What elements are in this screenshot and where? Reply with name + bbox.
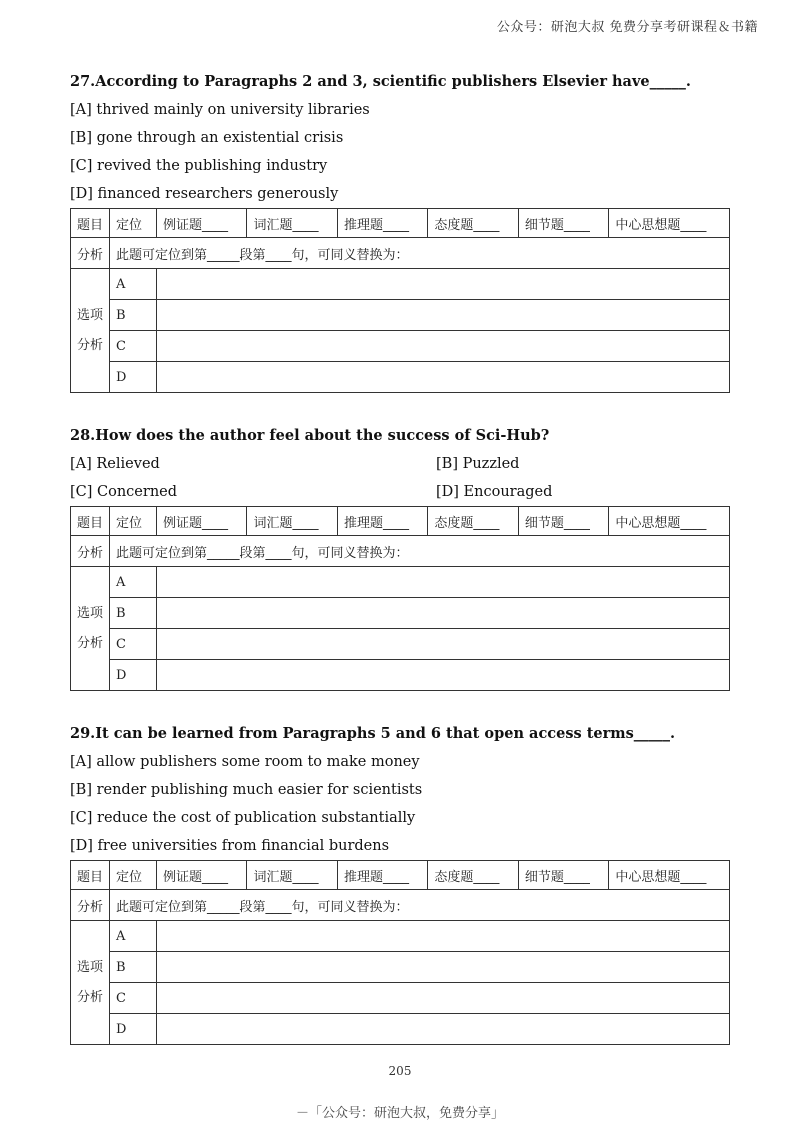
option-analysis-d[interactable] (157, 362, 730, 393)
type-inference: 推理题____ (337, 507, 427, 536)
options-label-line2: 分析 (76, 989, 103, 1005)
option-letter-c: C (110, 331, 157, 362)
page-number: 205 (388, 1064, 412, 1078)
type-main-idea: 中心思想题____ (609, 861, 730, 890)
locate-cell: 定位 (110, 861, 157, 890)
option-letter-b: B (110, 300, 157, 331)
option-analysis-b[interactable] (157, 952, 730, 983)
type-inference: 推理题____ (337, 209, 427, 238)
locate-sentence: 此题可定位到第_____段第____句，可同义替换为： (110, 536, 730, 567)
locate-cell: 定位 (110, 507, 157, 536)
options-label-line1: 选项 (76, 605, 103, 621)
option-letter-c: C (110, 983, 157, 1014)
options-label (71, 921, 110, 1045)
question-title: 28.How does the author feel about the success of Sci-Hub? (70, 427, 550, 444)
question-27 (70, 72, 730, 393)
option-letter-b: B (110, 598, 157, 629)
option-analysis-d[interactable] (157, 660, 730, 691)
type-vocabulary: 词汇题____ (247, 861, 337, 890)
question-title: 27.According to Paragraphs 2 and 3, scientific publishers Elsevier have_____. (70, 73, 691, 90)
type-vocabulary: 词汇题____ (247, 209, 337, 238)
option-letter-b: B (110, 952, 157, 983)
type-detail: 细节题____ (518, 861, 608, 890)
type-detail: 细节题____ (518, 507, 608, 536)
option-analysis-d[interactable] (157, 1014, 730, 1045)
option-letter-d: D (110, 1014, 157, 1045)
option-analysis-c[interactable] (157, 331, 730, 362)
option-analysis-a[interactable] (157, 269, 730, 300)
options-label (71, 269, 110, 393)
options-label-line2: 分析 (76, 337, 103, 353)
type-row-label: 题目 (71, 507, 110, 536)
header-note: 公众号：研泡大叔 免费分享考研课程＆书籍 (496, 20, 758, 35)
question-title: 29.It can be learned from Paragraphs 5 and 6 that open access terms_____. (70, 725, 676, 742)
type-example: 例证题____ (157, 507, 247, 536)
option-letter-c: C (110, 629, 157, 660)
options-label-line1: 选项 (76, 307, 103, 323)
option-analysis-b[interactable] (157, 300, 730, 331)
option-a: [A] thrived mainly on university libraries (70, 102, 370, 118)
option-c: [C] reduce the cost of publication substantially (70, 810, 416, 826)
options-label-line2: 分析 (76, 635, 103, 651)
type-attitude: 态度题____ (428, 209, 518, 238)
option-a: [A] Relieved (70, 456, 160, 472)
locate-row-label: 分析 (71, 238, 110, 269)
option-b: [B] render publishing much easier for scientists (70, 782, 423, 798)
option-analysis-c[interactable] (157, 629, 730, 660)
locate-row-label: 分析 (71, 536, 110, 567)
analysis-table (70, 860, 730, 1045)
option-analysis-c[interactable] (157, 983, 730, 1014)
locate-sentence: 此题可定位到第_____段第____句，可同义替换为： (110, 890, 730, 921)
option-c: [C] Concerned (70, 484, 178, 500)
type-main-idea: 中心思想题____ (609, 507, 730, 536)
question-29 (70, 724, 730, 1045)
option-d: [D] financed researchers generously (70, 186, 339, 202)
type-attitude: 态度题____ (428, 507, 518, 536)
option-analysis-a[interactable] (157, 567, 730, 598)
type-attitude: 态度题____ (428, 861, 518, 890)
option-analysis-a[interactable] (157, 921, 730, 952)
locate-sentence: 此题可定位到第_____段第____句，可同义替换为： (110, 238, 730, 269)
analysis-table (70, 506, 730, 691)
option-a: [A] allow publishers some room to make money (70, 754, 420, 770)
option-c: [C] revived the publishing industry (70, 158, 328, 174)
options-grid (70, 454, 730, 502)
option-letter-a: A (110, 921, 157, 952)
type-vocabulary: 词汇题____ (247, 507, 337, 536)
type-example: 例证题____ (157, 861, 247, 890)
option-letter-a: A (110, 567, 157, 598)
options-label-line1: 选项 (76, 959, 103, 975)
type-example: 例证题____ (157, 209, 247, 238)
option-analysis-b[interactable] (157, 598, 730, 629)
type-row-label: 题目 (71, 861, 110, 890)
option-letter-d: D (110, 660, 157, 691)
footer-note: －「公众号：研泡大叔，免费分享」 (295, 1106, 504, 1121)
analysis-table (70, 208, 730, 393)
option-b: [B] gone through an existential crisis (70, 130, 344, 146)
option-d: [D] free universities from financial burdens (70, 838, 390, 854)
options-label (71, 567, 110, 691)
option-d: [D] Encouraged (436, 484, 553, 500)
locate-row-label: 分析 (71, 890, 110, 921)
type-detail: 细节题____ (518, 209, 608, 238)
question-28 (70, 426, 730, 691)
type-main-idea: 中心思想题____ (609, 209, 730, 238)
locate-cell: 定位 (110, 209, 157, 238)
option-b: [B] Puzzled (436, 456, 520, 472)
type-row-label: 题目 (71, 209, 110, 238)
type-inference: 推理题____ (337, 861, 427, 890)
option-letter-d: D (110, 362, 157, 393)
option-letter-a: A (110, 269, 157, 300)
